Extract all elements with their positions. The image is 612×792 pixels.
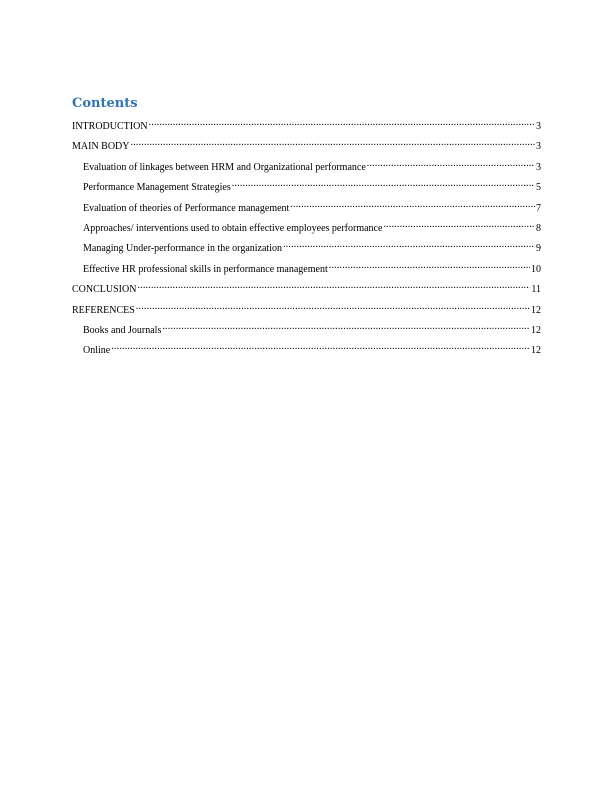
toc-entry-introduction[interactable] xyxy=(72,117,541,132)
toc-dot-leader xyxy=(136,301,530,313)
toc-entry-main-body[interactable] xyxy=(72,137,541,153)
toc-page-number: 7 xyxy=(536,202,541,214)
toc-dot-leader xyxy=(290,199,535,211)
toc-entry-approaches[interactable] xyxy=(72,219,541,234)
toc-entry-label: Evaluation of theories of Performance management xyxy=(83,202,290,214)
toc-entry-label: Evaluation of linkages between HRM and Organizational performance xyxy=(83,161,366,173)
table-of-contents xyxy=(72,95,541,362)
toc-entry-label: Online xyxy=(83,345,111,357)
toc-page-number: 12 xyxy=(531,304,541,316)
toc-entry-hrm-linkages[interactable] xyxy=(72,158,541,173)
toc-page-number: 11 xyxy=(531,284,541,296)
toc-entry-hr-skills[interactable] xyxy=(72,260,541,275)
toc-entry-label: INTRODUCTION xyxy=(72,121,148,132)
toc-heading: Contents xyxy=(72,96,138,111)
toc-entry-label: CONCLUSION xyxy=(72,284,137,296)
toc-page-number: 8 xyxy=(536,222,541,234)
toc-page-number: 5 xyxy=(536,182,541,194)
toc-entry-performance-strategies[interactable] xyxy=(72,178,541,194)
toc-dot-leader xyxy=(367,158,535,170)
toc-page-number: 12 xyxy=(531,324,541,336)
toc-dot-leader xyxy=(283,239,535,251)
toc-dot-leader xyxy=(131,137,536,149)
toc-dot-leader xyxy=(137,280,530,292)
toc-dot-leader xyxy=(149,117,535,129)
toc-entry-label: Books and Journals xyxy=(83,324,162,336)
toc-entry-books-journals[interactable] xyxy=(72,321,541,336)
toc-entry-under-performance[interactable] xyxy=(72,239,541,255)
toc-entry-label: REFERENCES xyxy=(72,304,135,316)
toc-dot-leader xyxy=(111,341,530,353)
toc-entry-label: Performance Management Strategies xyxy=(83,182,231,194)
toc-entry-label: MAIN BODY xyxy=(72,141,130,153)
toc-page-number: 3 xyxy=(536,161,541,173)
toc-entry-online[interactable] xyxy=(72,341,541,357)
toc-entry-label: Effective HR professional skills in performance management xyxy=(83,263,328,275)
toc-page-number: 12 xyxy=(531,345,541,357)
toc-page-number: 9 xyxy=(536,243,541,255)
toc-entry-conclusion[interactable] xyxy=(72,280,541,296)
toc-dot-leader xyxy=(383,219,535,231)
toc-entry-references[interactable] xyxy=(72,301,541,316)
toc-entry-label: Managing Under-performance in the organization xyxy=(83,243,282,255)
toc-page-number: 3 xyxy=(536,121,541,132)
toc-page-number: 10 xyxy=(531,263,541,275)
toc-page-number: 3 xyxy=(536,141,541,153)
toc-dot-leader xyxy=(232,178,535,190)
toc-dot-leader xyxy=(329,260,530,272)
toc-entry-label: Approaches/ interventions used to obtain effective employees performance xyxy=(83,222,383,234)
toc-entry-theories[interactable] xyxy=(72,199,541,214)
toc-dot-leader xyxy=(162,321,530,333)
